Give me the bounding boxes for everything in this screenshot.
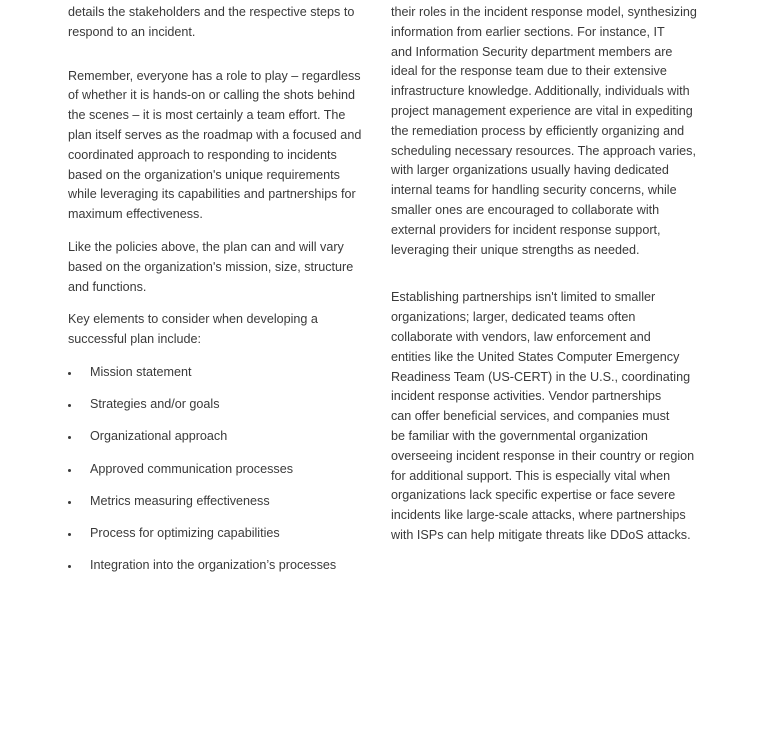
text-line: overseeing incident response in their country or region [391, 448, 695, 463]
bullet-icon [68, 404, 71, 407]
list-item [68, 363, 368, 383]
text-line: project management experience are vital in expediting [391, 103, 693, 118]
text-line: incidents like large-scale attacks, where partnerships [391, 508, 686, 523]
bullet-icon [68, 533, 71, 536]
text-line: leveraging their unique strengths as needed. [391, 242, 640, 257]
text-line: Like the policies above, the plan can and will vary [68, 239, 344, 254]
list-item [68, 556, 368, 576]
text-line: their roles in the incident response model, synthesizing [391, 5, 697, 19]
text-line: with ISPs can help mitigate threats like DDoS attacks. [391, 527, 691, 542]
text-line: with larger organizations usually having dedicated [391, 163, 669, 178]
partnerships-paragraph [391, 288, 707, 545]
text-line: entities like the United States Computer Emergency [391, 349, 680, 364]
list-item-text: Approved communication processes [90, 461, 294, 476]
team-paragraph [391, 3, 707, 260]
list-item [68, 427, 368, 447]
text-line: respond to an incident. [68, 24, 196, 39]
list-item-text: Organizational approach [90, 429, 228, 444]
bullet-icon [68, 436, 71, 439]
text-line: organizations lack specific expertise or face severe [391, 488, 676, 503]
text-line: maximum effectiveness. [68, 207, 203, 222]
list-item [68, 492, 368, 512]
text-line: the remediation process by efficiently organizing and [391, 123, 685, 138]
text-line: collaborate with vendors, law enforcement and [391, 329, 651, 344]
text-line: information from earlier sections. For instance, IT [391, 24, 665, 39]
text-line: can offer beneficial services, and companies must [391, 409, 670, 424]
text-line: of whether it is hands-on or calling the shots behind [68, 88, 356, 103]
list-item [68, 524, 368, 544]
key-elements-intro [68, 310, 368, 350]
list-item [68, 395, 368, 415]
text-line: be familiar with the governmental organization [391, 428, 648, 443]
text-line: Remember, everyone has a role to play – regardless [68, 68, 361, 83]
text-line: scheduling necessary resources. The approach varies, [391, 143, 696, 158]
text-line: based on the organization's mission, size, structure [68, 259, 354, 274]
text-line: organizations; larger, dedicated teams often [391, 310, 636, 325]
text-line: smaller ones are encouraged to collaborate with [391, 202, 660, 217]
text-line: successful plan include: [68, 332, 202, 347]
list-item [68, 460, 368, 480]
text-line: Establishing partnerships isn't limited to smaller [391, 290, 656, 305]
list-item-text: Strategies and/or goals [90, 397, 220, 412]
text-line: while leveraging its capabilities and partnerships for [68, 187, 356, 202]
left-column [68, 3, 368, 588]
list-item-text: Process for optimizing capabilities [90, 525, 280, 540]
list-item-text: Mission statement [90, 364, 192, 379]
key-elements-list [68, 363, 368, 576]
policies-paragraph [68, 238, 368, 297]
bullet-icon [68, 501, 71, 504]
bullet-icon [68, 565, 71, 568]
text-line: Readiness Team (US-CERT) in the U.S., coordinating [391, 369, 691, 384]
text-line: internal teams for handling security concerns, while [391, 183, 677, 198]
bullet-icon [68, 372, 71, 375]
list-item-text: Integration into the organization’s processes [90, 558, 337, 573]
text-line: and Information Security department members are [391, 44, 673, 59]
text-line: infrastructure knowledge. Additionally, individuals with [391, 84, 690, 99]
bullet-icon [68, 469, 71, 472]
list-item-text: Metrics measuring effectiveness [90, 493, 270, 508]
text-line: Key elements to consider when developing a [68, 312, 318, 327]
roles-paragraph [68, 67, 368, 225]
text-line: based on the organization's unique requirements [68, 167, 340, 182]
text-line: details the stakeholders and the respective steps to [68, 5, 355, 19]
text-line: plan itself serves as the roadmap with a focused and [68, 127, 362, 142]
text-line: for additional support. This is especially vital when [391, 468, 671, 483]
text-line: coordinated approach to responding to incidents [68, 147, 337, 162]
text-line: external providers for incident response support, [391, 222, 661, 237]
text-line: ideal for the response team due to their extensive [391, 64, 667, 79]
right-column [391, 3, 707, 546]
text-line: the scenes – it is most certainly a team effort. The [68, 108, 346, 123]
text-line: incident response activities. Vendor partnerships [391, 389, 662, 404]
text-line: and functions. [68, 279, 147, 294]
intro-paragraph [68, 3, 368, 43]
